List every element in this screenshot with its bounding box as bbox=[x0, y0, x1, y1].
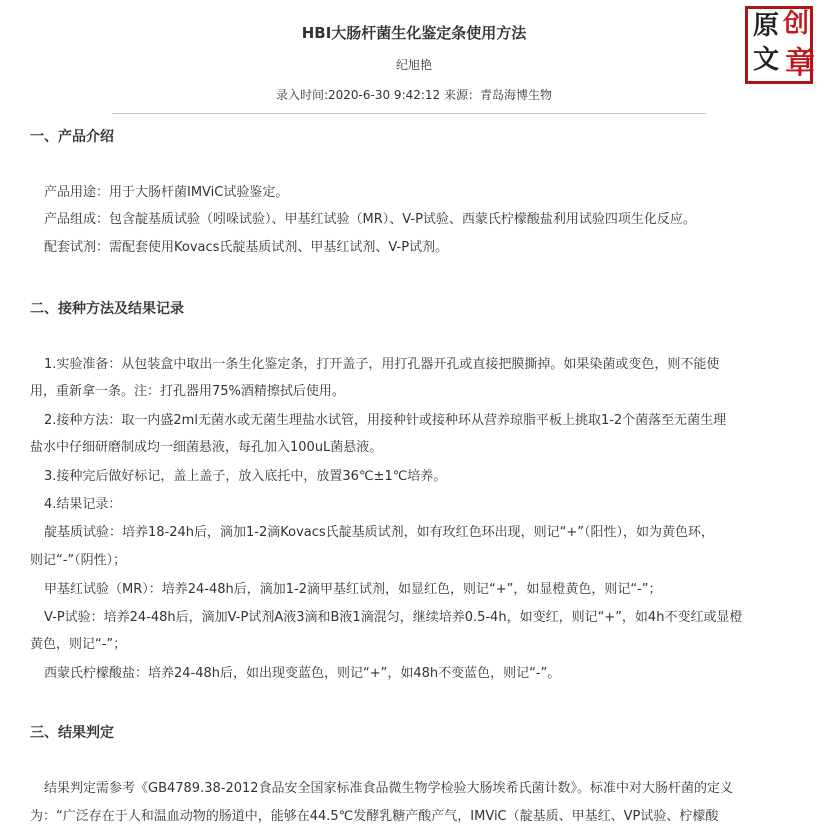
paragraph: 结果判定需参考《GB4789.38-2012食品安全国家标准食品微生物学检验大肠埃希氏菌计数》。标准中对大肠杆菌的定义 bbox=[44, 781, 734, 796]
paragraph: V-P试验：培养24-48h后，滴加V-P试剂A液3滴和B液1滴混匀，继续培养0.5-4h，如变红，则记“+”，如4h不变红或显橙 bbox=[44, 610, 743, 625]
paragraph: 西蒙氏柠檬酸盐：培养24-48h后，如出现变蓝色，则记“+”，如48h不变蓝色，则记“-”。 bbox=[44, 666, 561, 681]
paragraph: 1.实验准备：从包装盒中取出一条生化鉴定条，打开盖子，用打孔器开孔或直接把膜撕掉。如果染菌或变色，则不能使 bbox=[44, 357, 720, 372]
article-title: HBI大肠杆菌生化鉴定条使用方法 bbox=[301, 24, 527, 42]
article-meta: 录入时间:2020-6-30 9:42:12 来源：青岛海博生物 bbox=[275, 88, 553, 102]
section-heading-product-intro: 一、产品介绍 bbox=[30, 129, 114, 145]
paragraph: 2.接种方法：取一内盛2ml无菌水或无菌生理盐水试管，用接种针或接种环从营养琼脂平板上挑取1-2个菌落至无菌生理 bbox=[44, 413, 727, 428]
paragraph: 为：“广泛存在于人和温血动物的肠道中，能够在44.5℃发酵乳糖产酸产气，IMViC（靛基质、甲基红、VP试验、柠檬酸 bbox=[30, 809, 719, 824]
stamp-char-wen: 文 bbox=[753, 45, 780, 75]
stamp-char-zhang: 章 bbox=[785, 46, 815, 81]
paragraph: 则记“-”（阴性）； bbox=[30, 553, 127, 568]
paragraph: 4.结果记录： bbox=[44, 497, 122, 512]
paragraph: 3.接种完后做好标记，盖上盖子，放入底托中，放置36℃±1℃培养。 bbox=[44, 469, 447, 484]
stamp-char-yuan: 原 bbox=[753, 11, 780, 41]
stamp-char-chuang: 创 bbox=[783, 9, 810, 39]
article-author: 纪旭艳 bbox=[395, 58, 432, 72]
paragraph: 用，重新拿一条。注：打孔器用75%酒精擦拭后使用。 bbox=[30, 384, 345, 399]
paragraph: 产品组成：包含靛基质试验（吲哚试验）、甲基红试验（MR）、V-P试验、西蒙氏柠檬酸盐利用试验四项生化反应。 bbox=[44, 212, 696, 227]
section-heading-result-judgment: 三、结果判定 bbox=[30, 725, 114, 741]
paragraph: 黄色，则记“-”； bbox=[30, 637, 127, 652]
original-article-stamp bbox=[745, 6, 819, 84]
paragraph: 盐水中仔细研磨制成均一细菌悬液，每孔加入100uL菌悬液。 bbox=[30, 440, 383, 455]
paragraph: 配套试剂：需配套使用Kovacs氏靛基质试剂、甲基红试剂、V-P试剂。 bbox=[44, 240, 449, 255]
header-divider bbox=[112, 113, 706, 114]
paragraph: 产品用途：用于大肠杆菌IMViC试验鉴定。 bbox=[44, 185, 289, 200]
paragraph: 甲基红试验（MR）：培养24-48h后，滴加1-2滴甲基红试剂，如显红色，则记“+”，如显橙黄色，则记“-”； bbox=[44, 582, 662, 597]
paragraph: 靛基质试验：培养18-24h后，滴加1-2滴Kovacs氏靛基质试剂，如有玫红色环出现，则记“+”（阳性），如为黄色环， bbox=[44, 525, 715, 540]
section-heading-inoculation: 二、接种方法及结果记录 bbox=[30, 301, 184, 317]
